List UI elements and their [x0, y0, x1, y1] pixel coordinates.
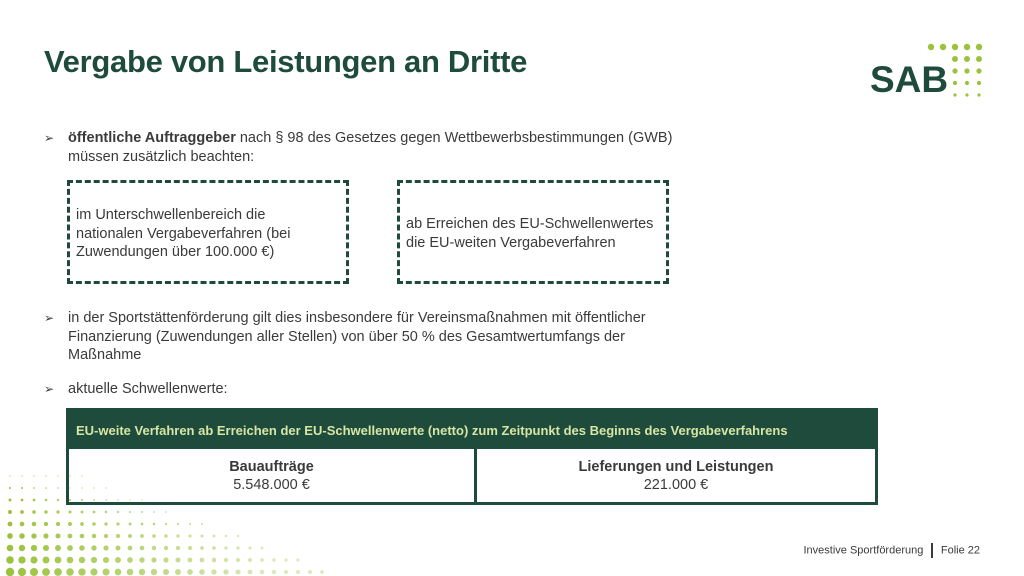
- cell-value: 5.548.000 €: [233, 477, 310, 493]
- box-line: nationalen Vergabeverfahren (bei: [76, 225, 291, 242]
- bullet-text: [68, 129, 672, 166]
- sab-logo: [868, 42, 988, 104]
- footer-section: Investive Sportförderung: [803, 544, 924, 557]
- box-line: im Unterschwellenbereich die: [76, 207, 266, 223]
- bullet-bold-term: öffentliche Auftraggeber: [68, 130, 236, 146]
- cell-label: Lieferungen und Leistungen: [578, 459, 774, 475]
- table-header: EU-weite Verfahren ab Erreichen der EU-Schwellenwerte (netto) zum Zeitpunkt des Beginns des Vergabeverfahrens: [76, 423, 788, 438]
- box-line: die EU-weiten Vergabeverfahren: [406, 234, 616, 251]
- box-line: ab Erreichen des EU-Schwellenwertes: [406, 216, 654, 232]
- box-below-threshold: [67, 180, 349, 284]
- arrow-bullet-icon: ➢: [44, 131, 55, 145]
- box-above-threshold: [397, 180, 669, 284]
- bullet-sports-funding: [44, 309, 744, 367]
- box-line: Zuwendungen über 100.000 €): [76, 244, 275, 260]
- cell-value: 221.000 €: [643, 477, 709, 493]
- bullet-line: Finanzierung (Zuwendungen aller Stellen) von über 50 % des Gesamtwertumfangs der: [68, 328, 625, 345]
- bullet-line: Maßnahme: [68, 347, 142, 363]
- arrow-bullet-icon: ➢: [44, 382, 55, 396]
- table-cell-supplies: [477, 449, 875, 502]
- logo-text: SAB: [870, 59, 949, 100]
- bullet-line: müssen zusätzlich beachten:: [68, 148, 255, 165]
- slide-title: Vergabe von Leistungen an Dritte: [44, 44, 528, 79]
- logo-dots-icon: [868, 42, 988, 104]
- bullet-text: [68, 309, 646, 365]
- bullet-line: aktuelle Schwellenwerte:: [68, 381, 228, 397]
- bullet-line: nach § 98 des Gesetzes gegen Wettbewerbsbestimmungen (GWB): [235, 130, 673, 146]
- cell-label: Bauaufträge: [229, 459, 314, 475]
- bullet-line: in der Sportstättenförderung gilt dies insbesondere für Vereinsmaßnahmen mit öffentlicher: [68, 310, 646, 326]
- footer-slide-number: Folie 22: [940, 544, 980, 557]
- footer-divider: [931, 543, 933, 558]
- bullet-public-clients: [44, 129, 744, 169]
- arrow-bullet-icon: ➢: [44, 311, 55, 325]
- bullet-thresholds: [44, 380, 444, 400]
- decorative-dot-pattern: [0, 468, 340, 576]
- footer: [804, 543, 981, 558]
